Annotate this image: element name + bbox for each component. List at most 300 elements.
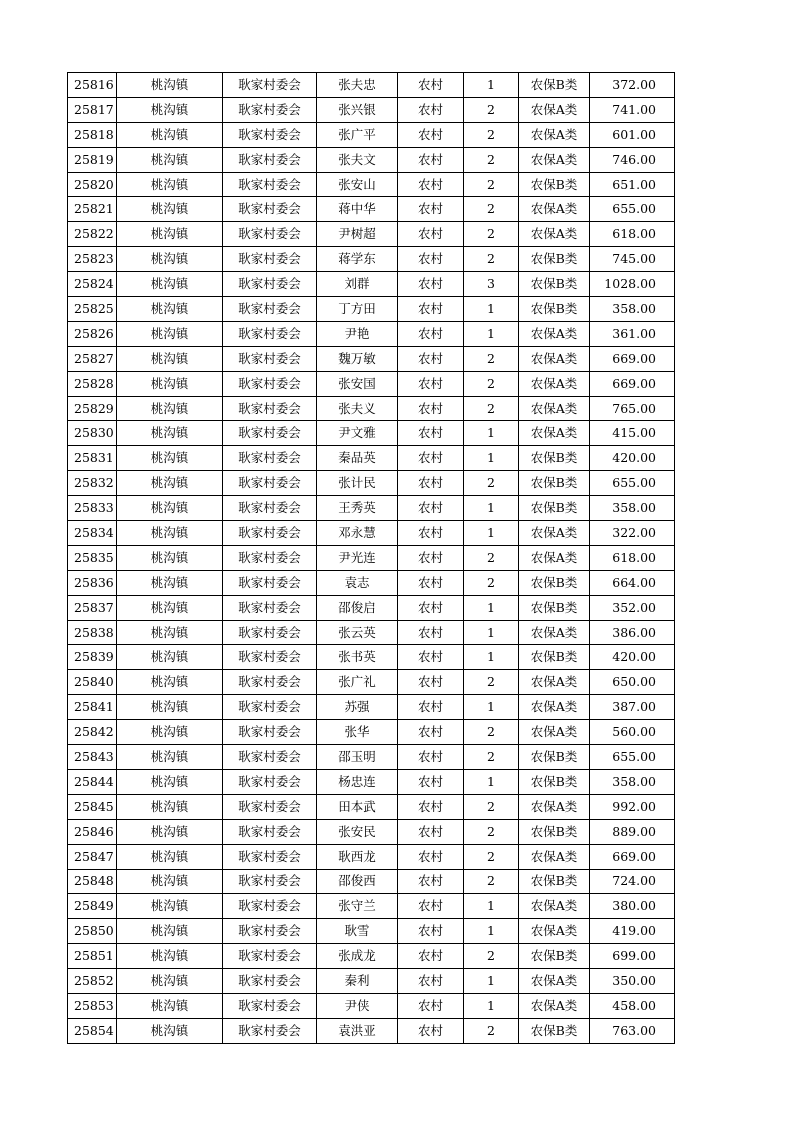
insurance-category-cell: 农保A类 (519, 545, 590, 570)
area-type-cell: 农村 (398, 73, 464, 98)
town-cell: 桃沟镇 (117, 769, 223, 794)
town-cell: 桃沟镇 (117, 844, 223, 869)
amount-cell: 655.00 (590, 471, 675, 496)
table-row (68, 172, 675, 197)
record-id-cell: 25841 (68, 695, 117, 720)
records-table (67, 72, 675, 1044)
village-committee-cell: 耿家村委会 (223, 172, 317, 197)
table-row (68, 944, 675, 969)
village-committee-cell: 耿家村委会 (223, 73, 317, 98)
amount-cell: 419.00 (590, 919, 675, 944)
record-id-cell: 25850 (68, 919, 117, 944)
area-type-cell: 农村 (398, 321, 464, 346)
amount-cell: 361.00 (590, 321, 675, 346)
village-committee-cell: 耿家村委会 (223, 720, 317, 745)
town-cell: 桃沟镇 (117, 73, 223, 98)
area-type-cell: 农村 (398, 446, 464, 471)
amount-cell: 669.00 (590, 844, 675, 869)
town-cell: 桃沟镇 (117, 894, 223, 919)
insurance-category-cell: 农保A类 (519, 97, 590, 122)
area-type-cell: 农村 (398, 297, 464, 322)
area-type-cell: 农村 (398, 172, 464, 197)
household-size-cell: 1 (464, 695, 519, 720)
town-cell: 桃沟镇 (117, 147, 223, 172)
record-id-cell: 25820 (68, 172, 117, 197)
household-size-cell: 2 (464, 197, 519, 222)
record-id-cell: 25834 (68, 521, 117, 546)
insurance-category-cell: 农保A类 (519, 222, 590, 247)
town-cell: 桃沟镇 (117, 272, 223, 297)
village-committee-cell: 耿家村委会 (223, 570, 317, 595)
household-size-cell: 2 (464, 869, 519, 894)
area-type-cell: 农村 (398, 794, 464, 819)
household-size-cell: 2 (464, 97, 519, 122)
insurance-category-cell: 农保B类 (519, 869, 590, 894)
record-id-cell: 25824 (68, 272, 117, 297)
household-size-cell: 2 (464, 720, 519, 745)
household-size-cell: 1 (464, 620, 519, 645)
household-size-cell: 2 (464, 570, 519, 595)
town-cell: 桃沟镇 (117, 172, 223, 197)
town-cell: 桃沟镇 (117, 247, 223, 272)
record-id-cell: 25854 (68, 1018, 117, 1043)
person-name-cell: 张云英 (317, 620, 398, 645)
area-type-cell: 农村 (398, 720, 464, 745)
village-committee-cell: 耿家村委会 (223, 197, 317, 222)
town-cell: 桃沟镇 (117, 446, 223, 471)
insurance-category-cell: 农保B类 (519, 172, 590, 197)
town-cell: 桃沟镇 (117, 794, 223, 819)
record-id-cell: 25821 (68, 197, 117, 222)
village-committee-cell: 耿家村委会 (223, 1018, 317, 1043)
table-row (68, 794, 675, 819)
area-type-cell: 农村 (398, 969, 464, 994)
town-cell: 桃沟镇 (117, 122, 223, 147)
insurance-category-cell: 农保A类 (519, 197, 590, 222)
town-cell: 桃沟镇 (117, 1018, 223, 1043)
household-size-cell: 1 (464, 321, 519, 346)
table-row (68, 720, 675, 745)
record-id-cell: 25825 (68, 297, 117, 322)
person-name-cell: 邵俊启 (317, 595, 398, 620)
town-cell: 桃沟镇 (117, 471, 223, 496)
amount-cell: 387.00 (590, 695, 675, 720)
amount-cell: 420.00 (590, 446, 675, 471)
village-committee-cell: 耿家村委会 (223, 869, 317, 894)
insurance-category-cell: 农保A类 (519, 147, 590, 172)
household-size-cell: 1 (464, 919, 519, 944)
area-type-cell: 农村 (398, 570, 464, 595)
household-size-cell: 2 (464, 222, 519, 247)
table-row (68, 844, 675, 869)
village-committee-cell: 耿家村委会 (223, 471, 317, 496)
table-row (68, 620, 675, 645)
record-id-cell: 25832 (68, 471, 117, 496)
village-committee-cell: 耿家村委会 (223, 919, 317, 944)
area-type-cell: 农村 (398, 371, 464, 396)
table-row (68, 97, 675, 122)
amount-cell: 763.00 (590, 1018, 675, 1043)
household-size-cell: 2 (464, 172, 519, 197)
household-size-cell: 2 (464, 944, 519, 969)
record-id-cell: 25851 (68, 944, 117, 969)
insurance-category-cell: 农保A类 (519, 521, 590, 546)
table-row (68, 496, 675, 521)
amount-cell: 601.00 (590, 122, 675, 147)
person-name-cell: 张华 (317, 720, 398, 745)
household-size-cell: 1 (464, 769, 519, 794)
insurance-category-cell: 农保B类 (519, 297, 590, 322)
amount-cell: 372.00 (590, 73, 675, 98)
insurance-category-cell: 农保B类 (519, 645, 590, 670)
insurance-category-cell: 农保B类 (519, 819, 590, 844)
household-size-cell: 2 (464, 670, 519, 695)
town-cell: 桃沟镇 (117, 869, 223, 894)
town-cell: 桃沟镇 (117, 97, 223, 122)
record-id-cell: 25852 (68, 969, 117, 994)
table-row (68, 819, 675, 844)
insurance-category-cell: 农保B类 (519, 471, 590, 496)
area-type-cell: 农村 (398, 471, 464, 496)
insurance-category-cell: 农保B类 (519, 769, 590, 794)
household-size-cell: 2 (464, 147, 519, 172)
person-name-cell: 耿西龙 (317, 844, 398, 869)
amount-cell: 669.00 (590, 371, 675, 396)
person-name-cell: 张安国 (317, 371, 398, 396)
amount-cell: 650.00 (590, 670, 675, 695)
village-committee-cell: 耿家村委会 (223, 247, 317, 272)
town-cell: 桃沟镇 (117, 969, 223, 994)
village-committee-cell: 耿家村委会 (223, 745, 317, 770)
town-cell: 桃沟镇 (117, 346, 223, 371)
village-committee-cell: 耿家村委会 (223, 122, 317, 147)
table-row (68, 297, 675, 322)
village-committee-cell: 耿家村委会 (223, 346, 317, 371)
town-cell: 桃沟镇 (117, 396, 223, 421)
area-type-cell: 农村 (398, 346, 464, 371)
town-cell: 桃沟镇 (117, 545, 223, 570)
record-id-cell: 25816 (68, 73, 117, 98)
record-id-cell: 25819 (68, 147, 117, 172)
table-row (68, 396, 675, 421)
area-type-cell: 农村 (398, 147, 464, 172)
household-size-cell: 2 (464, 396, 519, 421)
table-row (68, 894, 675, 919)
insurance-category-cell: 农保B类 (519, 272, 590, 297)
village-committee-cell: 耿家村委会 (223, 545, 317, 570)
insurance-category-cell: 农保B类 (519, 944, 590, 969)
person-name-cell: 田本武 (317, 794, 398, 819)
amount-cell: 745.00 (590, 247, 675, 272)
area-type-cell: 农村 (398, 545, 464, 570)
insurance-category-cell: 农保A类 (519, 919, 590, 944)
village-committee-cell: 耿家村委会 (223, 620, 317, 645)
household-size-cell: 1 (464, 446, 519, 471)
person-name-cell: 尹侠 (317, 993, 398, 1018)
area-type-cell: 农村 (398, 745, 464, 770)
village-committee-cell: 耿家村委会 (223, 321, 317, 346)
table-row (68, 521, 675, 546)
amount-cell: 741.00 (590, 97, 675, 122)
town-cell: 桃沟镇 (117, 371, 223, 396)
amount-cell: 350.00 (590, 969, 675, 994)
area-type-cell: 农村 (398, 222, 464, 247)
area-type-cell: 农村 (398, 1018, 464, 1043)
household-size-cell: 1 (464, 421, 519, 446)
table-row (68, 869, 675, 894)
table-row (68, 346, 675, 371)
village-committee-cell: 耿家村委会 (223, 969, 317, 994)
record-id-cell: 25822 (68, 222, 117, 247)
household-size-cell: 1 (464, 969, 519, 994)
insurance-category-cell: 农保A类 (519, 346, 590, 371)
household-size-cell: 2 (464, 247, 519, 272)
area-type-cell: 农村 (398, 919, 464, 944)
household-size-cell: 2 (464, 545, 519, 570)
person-name-cell: 魏万敏 (317, 346, 398, 371)
record-id-cell: 25826 (68, 321, 117, 346)
town-cell: 桃沟镇 (117, 645, 223, 670)
town-cell: 桃沟镇 (117, 321, 223, 346)
amount-cell: 386.00 (590, 620, 675, 645)
amount-cell: 415.00 (590, 421, 675, 446)
household-size-cell: 1 (464, 73, 519, 98)
household-size-cell: 1 (464, 521, 519, 546)
village-committee-cell: 耿家村委会 (223, 769, 317, 794)
area-type-cell: 农村 (398, 620, 464, 645)
village-committee-cell: 耿家村委会 (223, 496, 317, 521)
village-committee-cell: 耿家村委会 (223, 272, 317, 297)
person-name-cell: 刘群 (317, 272, 398, 297)
record-id-cell: 25827 (68, 346, 117, 371)
village-committee-cell: 耿家村委会 (223, 894, 317, 919)
table-row (68, 446, 675, 471)
household-size-cell: 2 (464, 371, 519, 396)
person-name-cell: 张安民 (317, 819, 398, 844)
record-id-cell: 25829 (68, 396, 117, 421)
record-id-cell: 25844 (68, 769, 117, 794)
amount-cell: 358.00 (590, 297, 675, 322)
amount-cell: 380.00 (590, 894, 675, 919)
table-row (68, 122, 675, 147)
household-size-cell: 1 (464, 894, 519, 919)
record-id-cell: 25817 (68, 97, 117, 122)
person-name-cell: 苏强 (317, 695, 398, 720)
insurance-category-cell: 农保A类 (519, 396, 590, 421)
record-id-cell: 25849 (68, 894, 117, 919)
table-row (68, 670, 675, 695)
village-committee-cell: 耿家村委会 (223, 371, 317, 396)
insurance-category-cell: 农保A类 (519, 670, 590, 695)
record-id-cell: 25843 (68, 745, 117, 770)
record-id-cell: 25828 (68, 371, 117, 396)
person-name-cell: 张守兰 (317, 894, 398, 919)
person-name-cell: 袁洪亚 (317, 1018, 398, 1043)
area-type-cell: 农村 (398, 695, 464, 720)
person-name-cell: 张广平 (317, 122, 398, 147)
amount-cell: 765.00 (590, 396, 675, 421)
amount-cell: 746.00 (590, 147, 675, 172)
village-committee-cell: 耿家村委会 (223, 695, 317, 720)
area-type-cell: 农村 (398, 769, 464, 794)
insurance-category-cell: 农保A类 (519, 421, 590, 446)
person-name-cell: 邵玉明 (317, 745, 398, 770)
person-name-cell: 张书英 (317, 645, 398, 670)
person-name-cell: 秦利 (317, 969, 398, 994)
amount-cell: 655.00 (590, 197, 675, 222)
person-name-cell: 张夫义 (317, 396, 398, 421)
table-row (68, 197, 675, 222)
village-committee-cell: 耿家村委会 (223, 222, 317, 247)
table-row (68, 471, 675, 496)
table-row (68, 570, 675, 595)
insurance-category-cell: 农保B类 (519, 446, 590, 471)
town-cell: 桃沟镇 (117, 496, 223, 521)
town-cell: 桃沟镇 (117, 745, 223, 770)
person-name-cell: 秦品英 (317, 446, 398, 471)
table-row (68, 1018, 675, 1043)
area-type-cell: 农村 (398, 645, 464, 670)
village-committee-cell: 耿家村委会 (223, 819, 317, 844)
amount-cell: 618.00 (590, 545, 675, 570)
insurance-category-cell: 农保A类 (519, 695, 590, 720)
household-size-cell: 2 (464, 819, 519, 844)
town-cell: 桃沟镇 (117, 944, 223, 969)
insurance-category-cell: 农保A类 (519, 321, 590, 346)
area-type-cell: 农村 (398, 421, 464, 446)
insurance-category-cell: 农保A类 (519, 969, 590, 994)
record-id-cell: 25830 (68, 421, 117, 446)
person-name-cell: 尹树超 (317, 222, 398, 247)
person-name-cell: 耿雪 (317, 919, 398, 944)
village-committee-cell: 耿家村委会 (223, 396, 317, 421)
area-type-cell: 农村 (398, 122, 464, 147)
record-id-cell: 25840 (68, 670, 117, 695)
household-size-cell: 1 (464, 496, 519, 521)
amount-cell: 669.00 (590, 346, 675, 371)
area-type-cell: 农村 (398, 197, 464, 222)
town-cell: 桃沟镇 (117, 595, 223, 620)
amount-cell: 560.00 (590, 720, 675, 745)
table-row (68, 993, 675, 1018)
area-type-cell: 农村 (398, 496, 464, 521)
record-id-cell: 25847 (68, 844, 117, 869)
insurance-category-cell: 农保B类 (519, 247, 590, 272)
amount-cell: 352.00 (590, 595, 675, 620)
amount-cell: 420.00 (590, 645, 675, 670)
person-name-cell: 尹文雅 (317, 421, 398, 446)
person-name-cell: 王秀英 (317, 496, 398, 521)
area-type-cell: 农村 (398, 819, 464, 844)
table-row (68, 272, 675, 297)
person-name-cell: 丁方田 (317, 297, 398, 322)
person-name-cell: 邓永慧 (317, 521, 398, 546)
table-row (68, 545, 675, 570)
household-size-cell: 1 (464, 297, 519, 322)
amount-cell: 618.00 (590, 222, 675, 247)
town-cell: 桃沟镇 (117, 197, 223, 222)
person-name-cell: 张夫文 (317, 147, 398, 172)
village-committee-cell: 耿家村委会 (223, 147, 317, 172)
table-row (68, 969, 675, 994)
village-committee-cell: 耿家村委会 (223, 595, 317, 620)
person-name-cell: 蒋中华 (317, 197, 398, 222)
household-size-cell: 2 (464, 1018, 519, 1043)
record-id-cell: 25833 (68, 496, 117, 521)
household-size-cell: 2 (464, 794, 519, 819)
insurance-category-cell: 农保A类 (519, 844, 590, 869)
village-committee-cell: 耿家村委会 (223, 794, 317, 819)
household-size-cell: 2 (464, 122, 519, 147)
person-name-cell: 邵俊西 (317, 869, 398, 894)
insurance-category-cell: 农保B类 (519, 73, 590, 98)
insurance-category-cell: 农保B类 (519, 595, 590, 620)
household-size-cell: 3 (464, 272, 519, 297)
village-committee-cell: 耿家村委会 (223, 645, 317, 670)
village-committee-cell: 耿家村委会 (223, 446, 317, 471)
table-row (68, 371, 675, 396)
insurance-category-cell: 农保B类 (519, 570, 590, 595)
area-type-cell: 农村 (398, 894, 464, 919)
village-committee-cell: 耿家村委会 (223, 993, 317, 1018)
insurance-category-cell: 农保A类 (519, 620, 590, 645)
table-row (68, 695, 675, 720)
insurance-category-cell: 农保B类 (519, 745, 590, 770)
town-cell: 桃沟镇 (117, 819, 223, 844)
town-cell: 桃沟镇 (117, 570, 223, 595)
town-cell: 桃沟镇 (117, 421, 223, 446)
table-row (68, 247, 675, 272)
town-cell: 桃沟镇 (117, 521, 223, 546)
town-cell: 桃沟镇 (117, 695, 223, 720)
household-size-cell: 2 (464, 471, 519, 496)
insurance-category-cell: 农保A类 (519, 122, 590, 147)
record-id-cell: 25848 (68, 869, 117, 894)
table-row (68, 222, 675, 247)
amount-cell: 651.00 (590, 172, 675, 197)
person-name-cell: 张安山 (317, 172, 398, 197)
person-name-cell: 袁志 (317, 570, 398, 595)
village-committee-cell: 耿家村委会 (223, 944, 317, 969)
amount-cell: 1028.00 (590, 272, 675, 297)
household-size-cell: 2 (464, 745, 519, 770)
person-name-cell: 杨忠连 (317, 769, 398, 794)
area-type-cell: 农村 (398, 396, 464, 421)
person-name-cell: 蒋学东 (317, 247, 398, 272)
household-size-cell: 2 (464, 346, 519, 371)
person-name-cell: 张兴银 (317, 97, 398, 122)
person-name-cell: 张夫忠 (317, 73, 398, 98)
table-body (68, 73, 675, 1044)
area-type-cell: 农村 (398, 97, 464, 122)
record-id-cell: 25831 (68, 446, 117, 471)
amount-cell: 458.00 (590, 993, 675, 1018)
record-id-cell: 25837 (68, 595, 117, 620)
village-committee-cell: 耿家村委会 (223, 421, 317, 446)
insurance-category-cell: 农保A类 (519, 894, 590, 919)
table-row (68, 745, 675, 770)
amount-cell: 358.00 (590, 496, 675, 521)
table-row (68, 595, 675, 620)
record-id-cell: 25835 (68, 545, 117, 570)
insurance-category-cell: 农保A类 (519, 371, 590, 396)
town-cell: 桃沟镇 (117, 919, 223, 944)
area-type-cell: 农村 (398, 869, 464, 894)
table-row (68, 147, 675, 172)
town-cell: 桃沟镇 (117, 670, 223, 695)
person-name-cell: 张广礼 (317, 670, 398, 695)
area-type-cell: 农村 (398, 670, 464, 695)
